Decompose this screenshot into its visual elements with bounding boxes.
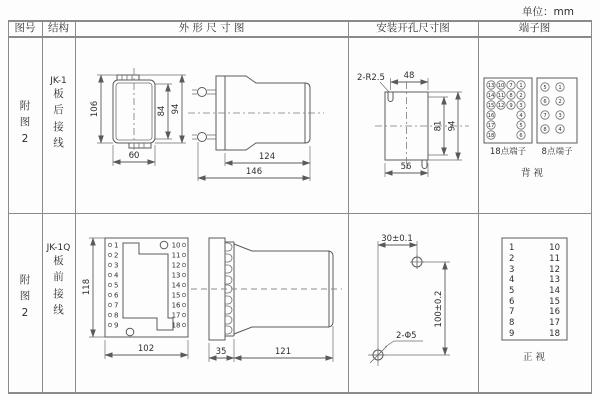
terminal-number: 4	[558, 127, 562, 133]
label-rear-view: 背 视	[520, 168, 544, 179]
terminal-number: 7	[543, 113, 547, 119]
label-slots: 2-R2.5	[357, 73, 385, 83]
dim-height: 118	[82, 278, 92, 296]
terminal-number: 4	[519, 113, 523, 119]
terminal-number: 6	[114, 291, 119, 300]
terminal-number: 14	[549, 286, 560, 296]
terminal-number: 4	[509, 275, 515, 285]
terminal-number: 3	[509, 265, 515, 275]
terminal-number: 18	[549, 329, 560, 339]
terminal-number: 15	[171, 291, 181, 300]
terminal-number: 7	[114, 301, 119, 310]
row2-terminal-diagram	[479, 214, 592, 392]
terminal-number: 3	[558, 113, 562, 119]
row2-model: JK-1Q	[46, 243, 71, 253]
row1-cutout	[357, 71, 469, 177]
terminal-number: 18	[487, 133, 495, 139]
terminal-table	[502, 238, 567, 340]
dim-top-width: 48	[403, 71, 415, 81]
row1-side-view	[188, 76, 324, 181]
header-outline-dims: 外 形 尺 寸 图	[178, 22, 245, 34]
terminal-number: 7	[509, 83, 513, 89]
terminal-number: 11	[497, 93, 505, 99]
terminal-number: 3	[519, 103, 523, 109]
dim-body-length: 121	[274, 347, 292, 357]
dim-inner-height: 81	[433, 120, 444, 132]
row2-structure	[42, 243, 75, 318]
terminal-block-8pt	[537, 78, 577, 143]
terminal-number: 1	[558, 85, 562, 91]
row1-outline-drawing	[76, 37, 348, 213]
terminal-number: 14	[171, 281, 181, 290]
terminal-number: 2	[114, 251, 119, 260]
terminal-number: 11	[171, 251, 181, 260]
dim-width: 102	[137, 344, 155, 354]
terminal-number: 5	[543, 85, 547, 91]
terminal-number: 3	[114, 261, 119, 270]
terminal-number: 9	[509, 103, 513, 109]
terminal-number: 16	[487, 113, 495, 119]
row1-fig-no: 附图2	[19, 100, 31, 145]
terminal-number: 9	[509, 329, 515, 339]
terminal-number: 5	[519, 123, 523, 129]
dim-flange-depth: 35	[215, 347, 227, 357]
row2-wiring: 板前接线	[53, 255, 64, 316]
row1-model: JK-1	[50, 76, 67, 86]
terminal-number: 16	[549, 307, 560, 317]
terminal-number: 17	[487, 123, 495, 129]
terminal-number: 2	[509, 254, 515, 264]
terminal-number: 8	[509, 318, 515, 328]
header-fig-no: 图号	[14, 22, 36, 34]
terminal-number: 13	[171, 271, 181, 280]
dim-outer-height: 94	[171, 103, 181, 115]
terminal-number: 2	[519, 93, 523, 99]
terminal-number: 11	[549, 254, 560, 264]
terminal-block-18pt	[484, 78, 532, 143]
header-terminal-diagram: 端子图	[518, 22, 551, 34]
terminal-number: 15	[487, 103, 495, 109]
terminal-number: 6	[519, 133, 523, 139]
terminal-number: 16	[171, 301, 181, 310]
table-left-border	[8, 20, 9, 394]
label-8pt-terminal: 8点端子	[541, 147, 573, 157]
row2-holes	[368, 234, 450, 366]
terminal-number: 5	[509, 286, 515, 296]
terminal-number: 12	[171, 261, 181, 270]
terminal-number: 17	[171, 311, 181, 320]
terminal-number: 14	[487, 93, 495, 99]
dim-bottom-width: 56	[400, 162, 412, 172]
dim-width: 60	[128, 151, 140, 161]
unit-label: 单位：mm	[522, 6, 574, 18]
row2-fig-no: 附图2	[19, 274, 31, 319]
terminal-number: 6	[543, 99, 547, 105]
terminal-number: 8	[114, 311, 119, 320]
terminal-number: 2	[558, 99, 562, 105]
terminal-number: 10	[549, 243, 560, 253]
dim-inner-height: 84	[157, 105, 167, 117]
dim-hole-spacing-h: 30±0.1	[381, 234, 413, 244]
terminal-number: 1	[519, 83, 523, 89]
dim-height: 106	[90, 100, 100, 118]
terminal-number: 8	[543, 127, 547, 133]
row2-outline-drawing	[76, 214, 348, 392]
row1-wiring: 板后接线	[53, 88, 64, 149]
terminal-number: 17	[549, 318, 560, 328]
terminal-number: 13	[487, 83, 495, 89]
terminal-number: 6	[509, 297, 515, 307]
dim-total-length: 146	[245, 167, 263, 177]
terminal-number: 10	[171, 241, 181, 250]
table-bottom-border	[8, 392, 592, 394]
row2-front-view	[82, 238, 188, 359]
dim-hole-spacing-v: 100±0.2	[434, 290, 444, 328]
terminal-number: 9	[114, 321, 119, 330]
header-structure: 结构	[48, 22, 69, 34]
header-install-dims: 安装开孔尺寸图	[376, 22, 450, 34]
dim-body-length: 124	[258, 152, 276, 162]
terminal-number: 4	[114, 271, 119, 280]
row1-terminal-diagram	[479, 37, 592, 213]
terminal-number: 18	[171, 321, 181, 330]
terminal-number: 12	[549, 265, 560, 275]
terminal-number: 8	[509, 93, 513, 99]
terminal-number: 1	[114, 241, 119, 250]
row1-structure	[42, 76, 75, 151]
terminal-number: 1	[509, 243, 515, 253]
row2-install-drawing	[349, 214, 478, 392]
terminal-number: 10	[497, 83, 505, 89]
row1-front-view	[90, 68, 186, 166]
row1-install-drawing	[349, 37, 478, 213]
terminal-number: 15	[549, 297, 560, 307]
terminal-number: 7	[509, 307, 515, 317]
row2-side-view	[191, 238, 342, 362]
label-18pt-terminal: 18点端子	[489, 147, 527, 157]
terminal-number: 12	[497, 103, 505, 109]
terminal-number: 13	[549, 275, 560, 285]
dim-outer-height: 94	[447, 120, 458, 132]
label-front-view: 正 视	[522, 352, 546, 363]
terminal-number: 5	[114, 281, 119, 290]
label-hole-diameter: 2-Φ5	[396, 331, 417, 341]
